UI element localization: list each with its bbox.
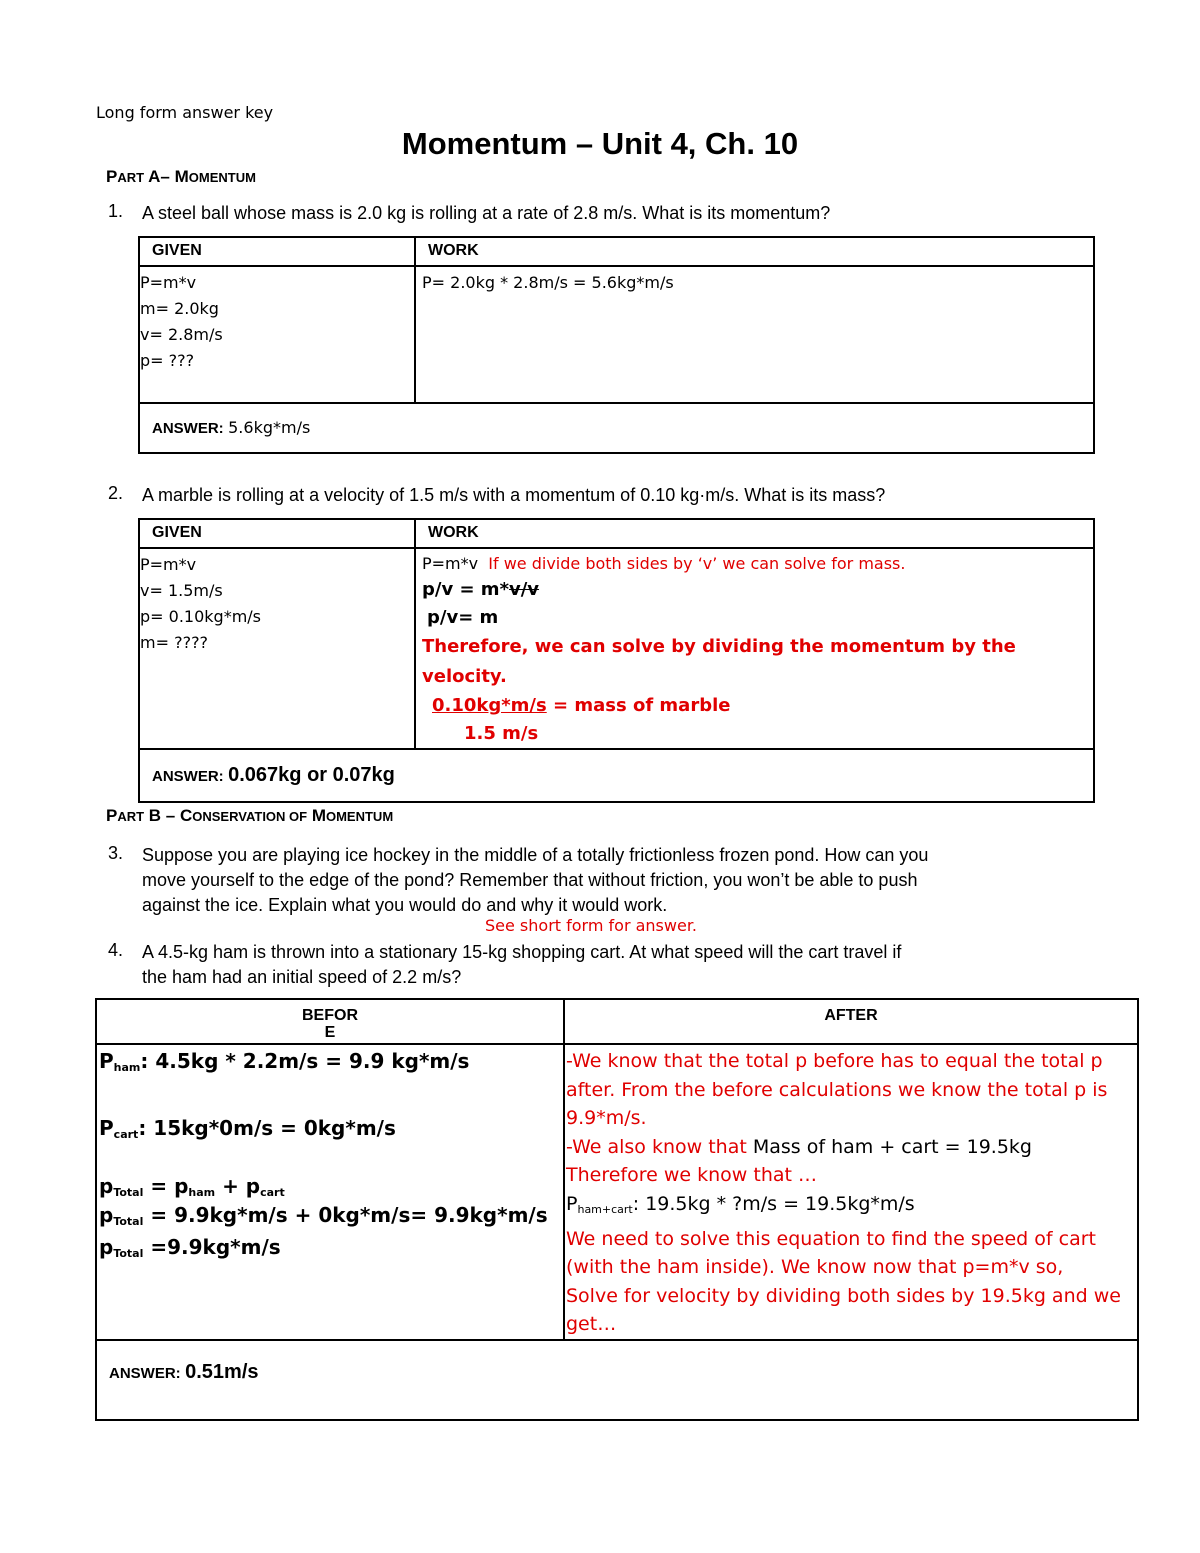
question-text: A marble is rolling at a velocity of 1.5 m/s with a momentum of 0.10 kg·m/s. What is its mass? xyxy=(142,485,886,505)
work-step: p/v= m xyxy=(427,607,499,628)
work-block xyxy=(416,549,1093,748)
given-line: p= ??? xyxy=(140,351,195,370)
answer-label: ANSWER: xyxy=(109,1364,181,1382)
question-line: the ham had an initial speed of 2.2 m/s? xyxy=(142,967,462,987)
work-note: If we divide both sides by ‘v’ we can solve for mass. xyxy=(488,554,906,573)
before-work: $P_{ham}$: 4.5kg * 2.2m/s = 9.9 kg*m/s $P_{cart}$: 15kg*0m/s = 0kg*m/s $p_{Total} = p_{ham} + p_{cart}$ $p_{Total} = 9.9kg*m/s + 0kg*m/s= 9.9kg*m/s$ $p_{Total} =9.9kg*m/s$ xyxy=(99,1049,548,1260)
given-header: GIVEN xyxy=(152,242,202,259)
question-text: A steel ball whose mass is 2.0 kg is rolling at a rate of 2.8 m/s. What is its momentum? xyxy=(142,203,831,223)
question-number: 2. xyxy=(108,483,124,503)
answer-value: 5.6kg*m/s xyxy=(228,418,311,437)
question-text xyxy=(142,940,1142,990)
given-line: v= 1.5m/s xyxy=(140,581,223,600)
work-line: P= 2.0kg * 2.8m/s = 5.6kg*m/s xyxy=(422,273,674,292)
question-line: against the ice. Explain what you would do and why it would work. xyxy=(142,895,668,915)
work-therefore: Therefore, we can solve by dividing the momentum by the velocity. xyxy=(422,636,1016,687)
work-denominator: 1.5 m/s xyxy=(464,723,539,744)
page-title: Momentum – Unit 4, Ch. 10 xyxy=(401,126,799,161)
work-numerator: 0.10kg*m/s xyxy=(432,695,547,716)
question-number: 4. xyxy=(108,940,124,960)
subtitle: Long form answer key xyxy=(96,103,274,122)
work-header: WORK xyxy=(428,524,479,541)
given-list xyxy=(140,267,414,374)
before-header: BEFOR E xyxy=(302,1007,358,1041)
given-line: P=m*v xyxy=(140,273,197,292)
work-formula: P=m*v xyxy=(422,554,479,573)
given-list xyxy=(140,549,414,656)
answer-value: 0.067kg or 0.07kg xyxy=(228,764,395,786)
work-equals: = mass of marble xyxy=(546,695,731,716)
q1-table xyxy=(138,236,1095,454)
after-work: -We know that the total p before has to equal the total p after. From the before calculations we know the total p is 9.9*m/s. -We also know that Mass of ham + cart = 19.5kg Therefore we know that … $P_{ham+cart}$: 19.5kg * ?m/s = 19.5kg*m/s We need to solve this equation to find the speed of cart (with the ham inside). We know now that p=m*v so, Solve for velocity by dividing both sides by 19.5kg and we get… xyxy=(566,1050,1121,1336)
given-header: GIVEN xyxy=(152,524,202,541)
given-line: p= 0.10kg*m/s xyxy=(140,607,262,626)
given-line: v= 2.8m/s xyxy=(140,325,223,344)
question-line: Suppose you are playing ice hockey in the middle of a totally frictionless frozen pond. How can you xyxy=(142,845,929,865)
given-line: P=m*v xyxy=(140,555,197,574)
given-line: m= 2.0kg xyxy=(140,299,219,318)
answer-value: 0.51m/s xyxy=(185,1360,259,1383)
answer-label: ANSWER: xyxy=(152,768,224,785)
question-number: 3. xyxy=(108,843,124,863)
question-number: 1. xyxy=(108,201,124,221)
question-line: move yourself to the edge of the pond? Remember that without friction, you won’t be able to push xyxy=(142,870,918,890)
q2-table xyxy=(138,518,1095,803)
given-line: m= ???? xyxy=(140,633,209,652)
work-cancel: v/v xyxy=(508,579,540,600)
part-b-heading: PART B – CONSERVATION OF MOMENTUM xyxy=(106,806,394,825)
question-text xyxy=(142,843,1142,918)
q4-table xyxy=(95,998,1139,1421)
work-step: p/v = m* xyxy=(422,579,509,600)
after-header: AFTER xyxy=(824,1007,878,1024)
q3-note: See short form for answer. xyxy=(485,916,698,935)
work-header: WORK xyxy=(428,242,479,259)
question-line: A 4.5-kg ham is thrown into a stationary 15-kg shopping cart. At what speed will the cart travel if xyxy=(142,942,902,962)
answer-label: ANSWER: xyxy=(152,420,224,437)
part-a-heading: PART A– MOMENTUM xyxy=(106,167,256,186)
